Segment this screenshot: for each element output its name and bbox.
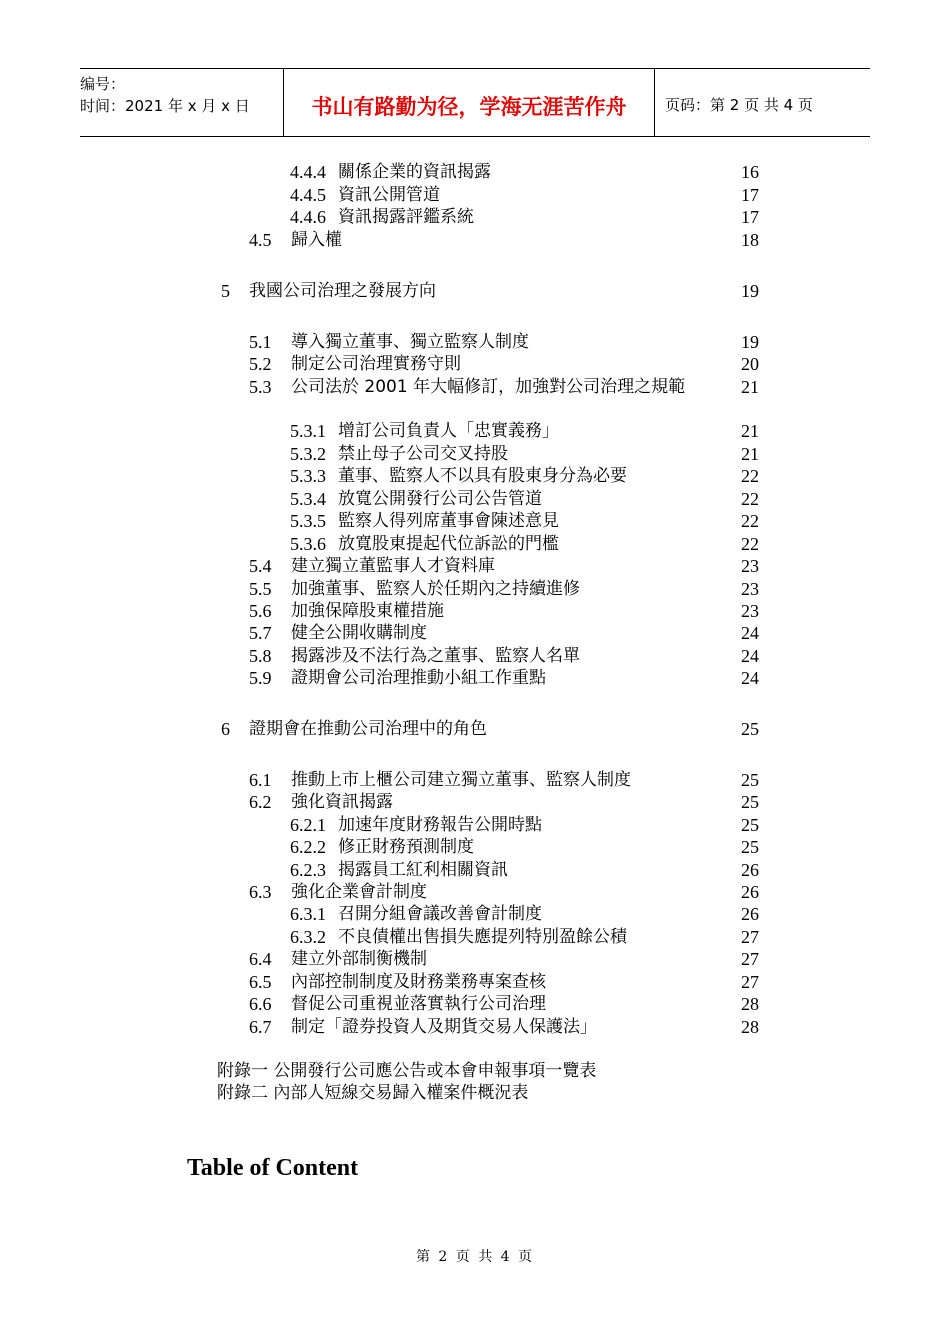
toc-entry-number: 5.7 [249, 623, 272, 643]
appendix-item[interactable]: 附錄一 公開發行公司應公告或本會申報事項一覽表 [217, 1061, 597, 1081]
toc-entry-page: 22 [741, 489, 759, 509]
toc-entry-number: 5.3 [249, 377, 272, 397]
toc-entry-title: 不良債權出售損失應提列特別盈餘公積 [338, 927, 627, 947]
toc-entry-page: 22 [741, 511, 759, 531]
header-page-info: 页码：第 2 页 共 4 页 [665, 96, 813, 114]
toc-entry-title: 內部控制制度及財務業務專案查核 [291, 972, 546, 992]
toc-entry-number: 5.2 [249, 354, 272, 374]
toc-entry-number: 6.3.1 [290, 904, 326, 924]
toc-entry-page: 28 [741, 994, 759, 1014]
toc-entry-title: 揭露員工紅利相關資訊 [338, 860, 508, 880]
toc-entry-page: 26 [741, 860, 759, 880]
toc-entry-title: 加強保障股東權措施 [291, 601, 444, 621]
toc-entry-number: 6 [221, 719, 230, 739]
toc-entry-title: 加速年度財務報告公開時點 [338, 815, 542, 835]
toc-entry-title: 關係企業的資訊揭露 [338, 162, 491, 182]
toc-entry-page: 27 [741, 949, 759, 969]
toc-entry-number: 5.3.5 [290, 511, 326, 531]
toc-entry-number: 5.3.1 [290, 421, 326, 441]
toc-entry-number: 6.2.2 [290, 837, 326, 857]
toc-entry-number: 5.3.6 [290, 534, 326, 554]
toc-entry-title: 證期會公司治理推動小組工作重點 [291, 668, 546, 688]
toc-entry-page: 17 [741, 207, 759, 227]
toc-entry-page: 16 [741, 162, 759, 182]
toc-entry-number: 5.9 [249, 668, 272, 688]
toc-entry-number: 6.1 [249, 770, 272, 790]
toc-entry-number: 5.3.2 [290, 444, 326, 464]
toc-entry-page: 20 [741, 354, 759, 374]
toc-entry-title: 強化企業會計制度 [291, 882, 427, 902]
toc-entry-page: 17 [741, 185, 759, 205]
toc-entry-page: 27 [741, 927, 759, 947]
appendix-item[interactable]: 附錄二 內部人短線交易歸入權案件概況表 [217, 1083, 529, 1103]
toc-entry-title: 放寬股東提起代位訴訟的門檻 [338, 534, 559, 554]
toc-entry-title: 推動上市上櫃公司建立獨立董事、監察人制度 [291, 770, 631, 790]
toc-entry-title: 健全公開收購制度 [291, 623, 427, 643]
header-meta [80, 69, 283, 136]
toc-entry-title: 建立外部制衡機制 [291, 949, 427, 969]
toc-entry-page: 25 [741, 837, 759, 857]
toc-entry-title: 建立獨立董監事人才資料庫 [291, 556, 495, 576]
toc-entry-page: 25 [741, 792, 759, 812]
toc-entry-page: 21 [741, 377, 759, 397]
toc-entry-title: 監察人得列席董事會陳述意見 [338, 511, 559, 531]
toc-entry-number: 5.3.3 [290, 466, 326, 486]
toc-entry-title: 歸入權 [291, 230, 342, 250]
toc-entry-title: 放寬公開發行公司公告管道 [338, 489, 542, 509]
toc-entry-number: 5.8 [249, 646, 272, 666]
toc-entry-number: 5.3.4 [290, 489, 326, 509]
toc-entry-title: 督促公司重視並落實執行公司治理 [291, 994, 546, 1014]
toc-entry-title: 增訂公司負責人「忠實義務」 [338, 421, 559, 441]
toc-entry-title: 禁止母子公司交叉持股 [338, 444, 508, 464]
toc-entry-page: 24 [741, 668, 759, 688]
toc-entry-number: 6.7 [249, 1017, 272, 1037]
document-number-label: 编号： [80, 75, 126, 93]
toc-entry-number: 6.6 [249, 994, 272, 1014]
toc-entry-number: 5 [221, 281, 230, 301]
toc-entry-page: 26 [741, 904, 759, 924]
toc-entry-page: 26 [741, 882, 759, 902]
toc-entry-number: 4.5 [249, 230, 272, 250]
toc-entry-number: 6.4 [249, 949, 272, 969]
toc-entry-page: 25 [741, 770, 759, 790]
toc-entry-title: 強化資訊揭露 [291, 792, 393, 812]
toc-entry-page: 19 [741, 281, 759, 301]
header-motto: 书山有路勤为径，学海无涯苦作舟 [283, 69, 655, 136]
toc-entry-number: 5.4 [249, 556, 272, 576]
toc-entry-number: 4.4.6 [290, 207, 326, 227]
toc-entry-number: 5.5 [249, 579, 272, 599]
toc-entry-page: 21 [741, 421, 759, 441]
toc-entry-page: 25 [741, 719, 759, 739]
toc-entry-page: 22 [741, 466, 759, 486]
page-footer: 第 2 页 共 4 页 [415, 1249, 535, 1265]
toc-entry-page: 23 [741, 556, 759, 576]
toc-entry-title: 制定「證券投資人及期貨交易人保護法」 [291, 1017, 597, 1037]
toc-entry-page: 21 [741, 444, 759, 464]
toc-entry-number: 6.2 [249, 792, 272, 812]
toc-entry-page: 22 [741, 534, 759, 554]
toc-entry-page: 24 [741, 623, 759, 643]
document-header [80, 68, 870, 137]
toc-entry-page: 25 [741, 815, 759, 835]
toc-entry-title: 修正財務預測制度 [338, 837, 474, 857]
toc-entry-page: 28 [741, 1017, 759, 1037]
toc-entry-page: 23 [741, 579, 759, 599]
toc-entry-number: 5.6 [249, 601, 272, 621]
toc-entry-number: 6.3 [249, 882, 272, 902]
toc-entry-number: 4.4.5 [290, 185, 326, 205]
toc-entry-title: 資訊揭露評鑑系統 [338, 207, 474, 227]
toc-entry-page: 19 [741, 332, 759, 352]
toc-entry-title: 證期會在推動公司治理中的角色 [249, 719, 487, 739]
toc-heading: Table of Content [187, 1155, 359, 1181]
toc-entry-page: 18 [741, 230, 759, 250]
toc-entry-title: 我國公司治理之發展方向 [249, 281, 436, 301]
toc-entry-title: 導入獨立董事、獨立監察人制度 [291, 332, 529, 352]
toc-entry-number: 4.4.4 [290, 162, 326, 182]
toc-entry-number: 6.2.1 [290, 815, 326, 835]
toc-entry-title: 加強董事、監察人於任期內之持續進修 [291, 579, 580, 599]
toc-entry-title: 制定公司治理實務守則 [291, 354, 461, 374]
toc-entry-title: 公司法於 2001 年大幅修訂，加強對公司治理之規範 [291, 377, 686, 397]
toc-entry-title: 揭露涉及不法行為之董事、監察人名單 [291, 646, 580, 666]
toc-entry-number: 6.2.3 [290, 860, 326, 880]
toc-entry-title: 資訊公開管道 [338, 185, 440, 205]
toc-entry-page: 24 [741, 646, 759, 666]
toc-entry-number: 6.3.2 [290, 927, 326, 947]
toc-entry-page: 27 [741, 972, 759, 992]
toc-entry-page: 23 [741, 601, 759, 621]
toc-entry-title: 董事、監察人不以具有股東身分為必要 [338, 466, 627, 486]
toc-entry-number: 5.1 [249, 332, 272, 352]
document-date-label: 时间：2021 年 x 月 x 日 [80, 97, 250, 115]
toc-entry-number: 6.5 [249, 972, 272, 992]
toc-entry-title: 召開分組會議改善會計制度 [338, 904, 542, 924]
